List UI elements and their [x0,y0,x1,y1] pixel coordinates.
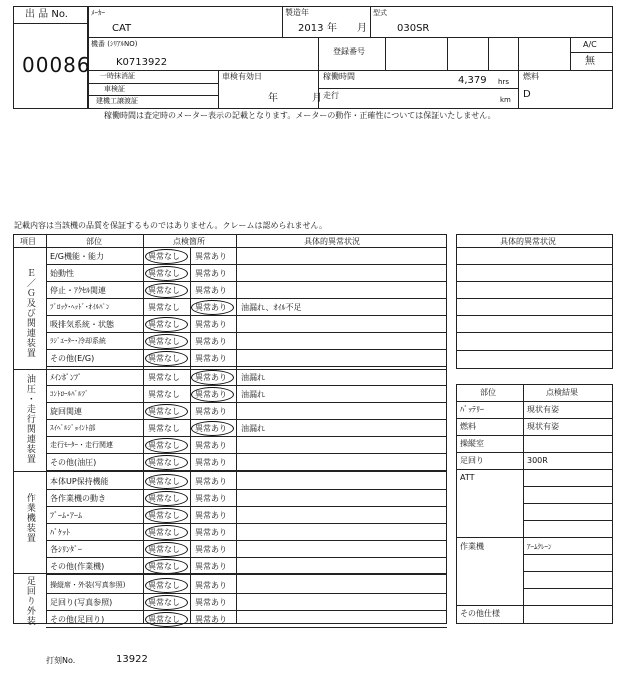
row-part-label: 各作業機の動き [50,494,106,503]
row-normal-option: 異常なし [148,511,180,520]
maker-value: CAT [112,23,132,34]
row-part-label: E/G機能・能力 [50,252,104,261]
vehicle-cert-label: 車検証 [104,85,125,93]
row-status-circle [145,249,188,264]
row-abnormal-option: 異常あり [195,528,227,537]
row-part-label: 旋回関連 [50,407,82,416]
month-unit: 月 [357,23,367,34]
row-part-label: 足回り(写真参照) [50,598,113,607]
row-status-circle [145,455,188,470]
row-part-label: ﾌﾞｰﾑ･ｱｰﾑ [50,511,82,520]
row-status-circle [145,612,188,627]
row-abnormal-option: 異常あり [195,581,227,590]
row-status-circle [145,578,188,593]
expiry-year-unit: 年 [268,93,278,104]
row-abnormal-option: 異常あり [195,407,227,416]
row-part-label: 始動性 [50,269,74,278]
expiry-month-unit: 月 [312,93,322,104]
row-normal-option: 異常なし [148,407,180,416]
row-part-label: ﾗｼﾞｴｰﾀｰ･冷却系統 [50,337,106,345]
row-part-label: その他(作業機) [50,562,105,571]
result-part-cab: 操縦室 [460,439,484,448]
row-abnormal-option: 異常あり [195,390,227,399]
row-status-circle [145,438,188,453]
model-value: 030SR [397,23,430,34]
lot-label: 出 品 No. [25,9,68,20]
row-abnormal-option: 異常あり [195,286,227,295]
row-abnormal-detail: 油漏れ [241,373,265,382]
result-col-part: 部位 [480,388,496,397]
fuel-value: D [523,89,531,100]
row-abnormal-option: 異常あり [195,494,227,503]
result-value-fuel: 現状有姿 [527,422,559,431]
row-abnormal-option: 異常あり [195,441,227,450]
row-normal-option: 異常なし [148,545,180,554]
construction-cert-label: 建機工譲渡証 [96,97,138,105]
result-col-result: 点検結果 [546,388,578,397]
row-abnormal-option: 異常あり [195,320,227,329]
row-status-circle [145,334,188,349]
row-status-circle [191,370,234,385]
row-abnormal-option: 異常あり [195,598,227,607]
row-status-circle [145,317,188,332]
col-header-item: 項目 [20,237,36,246]
row-normal-option: 異常なし [148,337,180,346]
row-abnormal-detail: 油漏れ、ｵｲﾙ不足 [241,303,302,312]
row-part-label: その他(油圧) [50,458,97,467]
row-part-label: 停止・ｱｸｾﾙ関連 [50,286,106,295]
row-status-circle [145,351,188,366]
serial-label: 機番 (ｼﾘｱﾙNO) [91,40,138,48]
row-status-circle [145,474,188,489]
row-abnormal-option: 異常あり [195,615,227,624]
row-abnormal-option: 異常あり [195,373,227,382]
result-part-fuel: 燃料 [460,422,476,431]
lot-number: 00086 [22,53,91,77]
row-status-circle [145,595,188,610]
fuel-label: 燃料 [523,72,539,81]
row-status-circle [145,283,188,298]
result-value-work: ｱｰﾑｸﾚｰﾝ [527,543,552,551]
mileage-label: 走行 [323,91,339,100]
row-part-label: その他(足回り) [50,615,105,624]
row-abnormal-option: 異常あり [195,458,227,467]
row-normal-option: 異常なし [148,252,180,261]
row-abnormal-option: 異常あり [195,424,227,433]
row-normal-option: 異常なし [148,269,180,278]
ac-label: A/C [583,40,597,49]
col-header-part: 部位 [86,237,102,246]
row-normal-option: 異常なし [148,458,180,467]
row-abnormal-option: 異常あり [195,545,227,554]
row-part-label: ｺﾝﾄﾛｰﾙﾊﾞﾙﾌﾞ [50,390,89,398]
result-part-att: ATT [460,473,475,482]
abnormal-detail-table [456,234,613,369]
row-normal-option: 異常なし [148,441,180,450]
row-part-label: ｽｲﾍﾞﾙｼﾞｮｲﾝﾄ部 [50,424,96,432]
row-normal-option: 異常なし [148,581,180,590]
result-value-undercarriage: 300R [527,456,548,465]
abnormal-detail-header: 具体的異常状況 [500,237,556,246]
row-abnormal-detail: 油漏れ [241,390,265,399]
row-part-label: 操縦席・外装(写真参照) [50,581,126,589]
row-abnormal-option: 異常あり [195,477,227,486]
row-status-circle [191,421,234,436]
year-unit: 年 [327,23,337,34]
km-unit: km [500,96,511,104]
row-normal-option: 異常なし [148,390,180,399]
hours-unit: hrs [498,78,509,86]
row-normal-option: 異常なし [148,494,180,503]
row-status-circle [145,266,188,281]
row-normal-option: 異常なし [148,615,180,624]
row-abnormal-option: 異常あり [195,511,227,520]
row-part-label: ﾌﾞﾛｯｸ･ﾍｯﾄﾞ･ｵｲﾙﾊﾟﾝ [50,303,110,311]
ac-value: 無 [585,56,595,67]
hours-disclaimer: 稼働時間は査定時のメーター表示の記載となります。メーターの動作・正確性については保証いたしません。 [104,111,496,120]
row-normal-option: 異常なし [148,562,180,571]
row-abnormal-option: 異常あり [195,562,227,571]
row-abnormal-option: 異常あり [195,252,227,261]
result-part-other: その他仕様 [460,609,500,618]
row-normal-option: 異常なし [148,373,180,382]
hours-label: 稼働時間 [323,72,355,81]
row-normal-option: 異常なし [148,477,180,486]
row-part-label: 走行ﾓｰﾀｰ・走行関連 [50,441,113,449]
row-abnormal-option: 異常あり [195,337,227,346]
row-normal-option: 異常なし [148,528,180,537]
year-label: 製造年 [285,8,309,17]
row-abnormal-detail: 油漏れ [241,424,265,433]
model-label: 型式 [373,9,387,17]
row-normal-option: 異常なし [148,424,180,433]
row-normal-option: 異常なし [148,320,180,329]
row-status-circle [191,300,234,315]
row-normal-option: 異常なし [148,354,180,363]
row-status-circle [145,525,188,540]
result-part-undercarriage: 足回り [460,456,484,465]
row-abnormal-option: 異常あり [195,354,227,363]
result-part-battery: ﾊﾞｯﾃﾘｰ [460,405,484,414]
col-header-abnormal: 具体的異常状況 [304,237,360,246]
row-normal-option: 異常なし [148,286,180,295]
row-normal-option: 異常なし [148,598,180,607]
registration-label: 登録番号 [333,47,365,56]
stamp-value: 13922 [116,654,148,665]
temp-permit-label: 一時抹消証 [100,72,135,80]
inspection-expiry-label: 車検有効日 [222,72,262,81]
row-status-circle [145,491,188,506]
result-value-battery: 現状有姿 [527,405,559,414]
group-engine-label: Ｅ／Ｇ及び関連装置 [24,268,35,358]
row-status-circle [145,508,188,523]
row-part-label: その他(E/G) [50,354,95,363]
maker-label: ﾒｰｶｰ [91,9,105,17]
group-undercarriage-label: 足回り外装 [24,576,35,626]
row-part-label: ﾊﾞｹｯﾄ [50,528,70,537]
row-part-label: 本体UP保持機能 [50,477,109,486]
row-part-label: 吸排気系統・状態 [50,320,114,329]
group-work-label: 作業機装置 [24,493,35,543]
year-value: 2013 [298,23,324,34]
quality-disclaimer: 記載内容は当該機の品質を保証するものではありません。クレームは認められません。 [14,221,327,230]
result-part-work: 作業機 [460,542,484,551]
row-status-circle [145,559,188,574]
row-abnormal-option: 異常あり [195,303,227,312]
row-status-circle [145,404,188,419]
row-normal-option: 異常なし [148,303,180,312]
serial-value: K0713922 [116,57,168,68]
col-header-check: 点検箇所 [173,237,205,246]
stamp-label: 打刻No. [46,656,76,665]
row-part-label: 各ｼﾘﾝﾀﾞｰ [50,545,82,554]
hours-value: 4,379 [458,75,487,86]
row-abnormal-option: 異常あり [195,269,227,278]
row-part-label: ﾒｲﾝﾎﾟﾝﾌﾟ [50,373,82,382]
row-status-circle [191,387,234,402]
row-status-circle [145,542,188,557]
group-hydraulic-label: 油圧・走行関連装置 [24,374,35,464]
